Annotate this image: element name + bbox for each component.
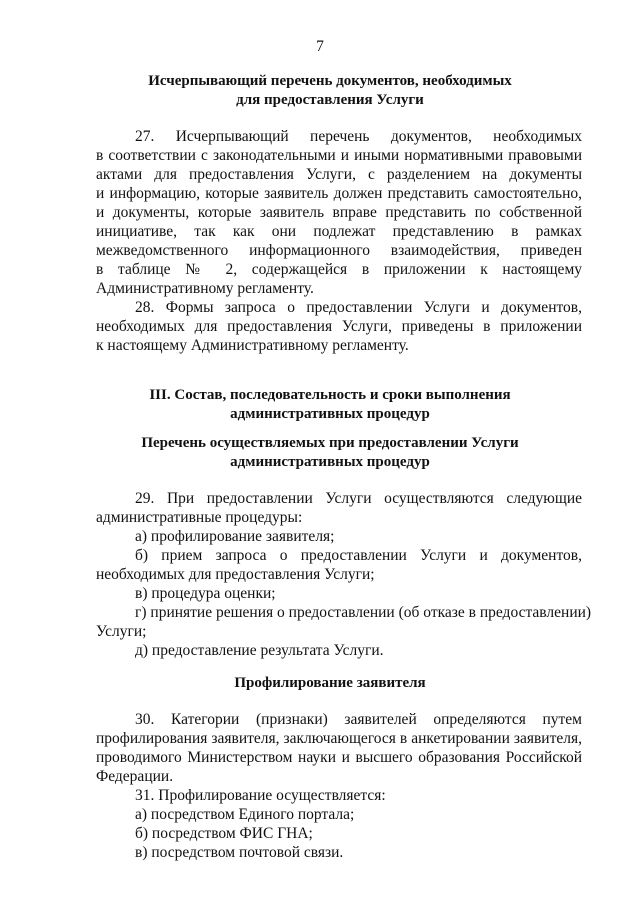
section-3-heading-line-1: III. Состав, последовательность и сроки выполнения: [149, 387, 511, 403]
para-28-line: 28. Формы запроса о предоставлении Услуги и документов,: [135, 299, 582, 316]
para-27-line: Административному регламенту.: [96, 280, 314, 297]
procedure-list-item-continuation: необходимых для предоставления Услуги;: [96, 566, 375, 583]
profiling-list-item: б) посредством ФИС ГНА;: [135, 825, 313, 842]
para-27-line: инициативе, так как они подлежат представлению в рамках: [96, 223, 582, 240]
procedure-list-item-continuation: Услуги;: [96, 623, 147, 640]
section-heading-documents-line-1: Исчерпывающий перечень документов, необходимых: [148, 73, 512, 89]
para-30-line: Федерации.: [96, 768, 174, 785]
profiling-list-item: а) посредством Единого портала;: [135, 806, 355, 823]
para-29-line: 29. При предоставлении Услуги осуществляются следующие: [135, 490, 582, 507]
para-27-line: в соответствии с законодательными и иными нормативными правовыми: [96, 147, 582, 164]
para-27-line: 27. Исчерпывающий перечень документов, необходимых: [135, 128, 582, 145]
procedure-list-item: а) профилирование заявителя;: [135, 528, 335, 545]
para-28-line: необходимых для предоставления Услуги, приведены в приложении: [96, 318, 582, 335]
para-30-line: профилирования заявителя, заключающегося в анкетировании заявителя,: [96, 730, 582, 747]
subsection-procedures-heading-line-2: административных процедур: [230, 454, 430, 470]
para-29-line: административные процедуры:: [96, 509, 303, 526]
para-30-line: проводимого Министерством науки и высшего образования Российской: [96, 749, 582, 766]
procedure-list-item: в) процедура оценки;: [135, 585, 276, 602]
procedure-list-item: б) прием запроса о предоставлении Услуги и документов,: [135, 547, 582, 564]
para-27-line: актами для предоставления Услуги, с разделением на документы: [96, 166, 582, 183]
para-30-line: 30. Категории (признаки) заявителей определяются путем: [135, 711, 582, 728]
procedure-list-item: г) принятие решения о предоставлении (об отказе в предоставлении): [135, 604, 592, 621]
procedure-list-item: д) предоставление результата Услуги.: [135, 642, 384, 659]
para-27-line: и информацию, которые заявитель должен представить самостоятельно,: [96, 185, 582, 202]
para-27-line: в таблице № 2, содержащейся в приложении к настоящему: [96, 261, 582, 278]
profiling-list-item: в) посредством почтовой связи.: [135, 844, 344, 861]
subsection-profiling-heading: Профилирование заявителя: [234, 675, 426, 691]
para-28-line: к настоящему Административному регламенту.: [96, 337, 409, 354]
section-heading-documents-line-2: для предоставления Услуги: [236, 92, 424, 108]
section-3-heading-line-2: административных процедур: [230, 406, 430, 422]
subsection-procedures-heading-line-1: Перечень осуществляемых при предоставлении Услуги: [141, 435, 519, 451]
para-31-line: 31. Профилирование осуществляется:: [135, 787, 386, 804]
para-27-line: межведомственного информационного взаимодействия, приведен: [96, 242, 582, 259]
para-27-line: и документы, которые заявитель вправе представить по собственной: [96, 204, 582, 221]
page-number: 7: [316, 38, 324, 55]
